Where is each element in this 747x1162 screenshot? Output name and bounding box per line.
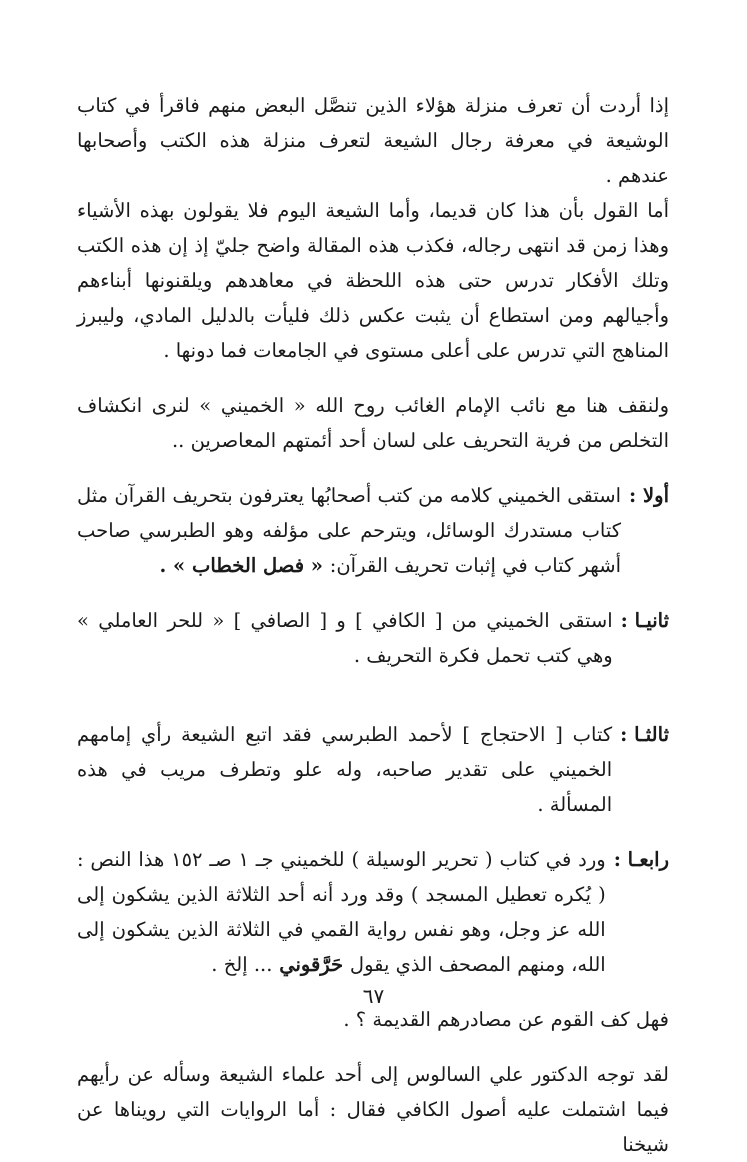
item-body-first [77, 478, 621, 583]
item-body-fourth [77, 842, 606, 982]
paragraph-question: فهل كف القوم عن مصادرهم القديمة ؟ . [343, 1008, 669, 1031]
paragraph-refutation: أما القول بأن هذا كان قديما، وأما الشيعة اليوم فلا يقولون بهذه الأشياء وهذا زمن قد انتهى رجاله، فكذب هذه المقالة واضح جليّ إذ إن هذه الكتب وتلك الأفكار تدرس حتى هذه اللحظة في معاهدهم ويلقنونها أبناءهم وأجيالهم ومن استطاع أن يثبت عكس ذلك فليأت بالدليل المادي، وليبرز المناهج التي تدرس على أعلى مستوى في الجامعات فما دونها . [77, 199, 669, 362]
item-label-second: ثانيـا : [620, 609, 669, 632]
item-text-first: استقى الخميني كلامه من كتب أصحابُها يعترفون بتحريف القرآن مثل كتاب مستدرك الوسائل، ويترحم على مؤلفه وهو الطبرسي صاحب أشهر كتاب في إثبات تحريف القرآن: [77, 484, 622, 577]
item-text-fourth: ورد في كتاب ( تحرير الوسيلة ) للخميني جـ ١ صـ ١٥٢ هذا النص : ( يُكره تعطيل المسجد ) وقد ورد أنه أحد الثلاثة الذين يشكون إلى الله عز وجل، وهو نفس رواية القمي في الثلاثة الذين يشكون إلى الله، ومنهم المصحف الذي يقول [77, 848, 606, 976]
page-number: ٦٧ [362, 984, 385, 1008]
list-item-fourth [77, 842, 669, 982]
item-quote: حَرَّقوني [272, 953, 350, 976]
item-book-title: « فصل الخطاب » . [159, 554, 330, 577]
list-item-first [77, 478, 669, 583]
list-item-third [77, 717, 669, 822]
item-label-fourth: رابعـا : [613, 848, 669, 871]
item-body-third: كتاب [ الاحتجاج ] لأحمد الطبرسي فقد اتبع الشيعة رأي إمامهم الخميني على تقدير صاحبه، وله علو وتطرف مريب في هذه المسألة . [77, 723, 613, 816]
item-label-first: أولا : [629, 484, 669, 507]
paragraph-intro: إذا أردت أن تعرف منزلة هؤلاء الذين تنصَّل البعض منهم فاقرأ في كتاب الوشيعة في معرفة رجال الشيعة لتعرف منزلة هذه الكتب وأصحابها عندهم . [77, 94, 669, 187]
item-label-third: ثالثـا : [620, 723, 669, 746]
paragraph-khomeini: ولنقف هنا مع نائب الإمام الغائب روح الله « الخميني » لنرى انكشاف التخلص من فرية التحريف على لسان أحد أئمتهم المعاصرين .. [77, 394, 669, 452]
item-text-fourth-end: ... إلخ . [211, 953, 273, 976]
list-item-second [77, 603, 669, 673]
paragraph-saloos: لقد توجه الدكتور علي السالوس إلى أحد علماء الشيعة وسأله عن رأيهم فيما اشتملت عليه أصول الكافي فقال : أما الروايات التي رويناها عن شيخنا [77, 1063, 669, 1156]
item-body-second: استقى الخميني من [ الكافي ] و [ الصافي ] « للحر العاملي » وهي كتب تحمل فكرة التحريف . [77, 609, 613, 667]
